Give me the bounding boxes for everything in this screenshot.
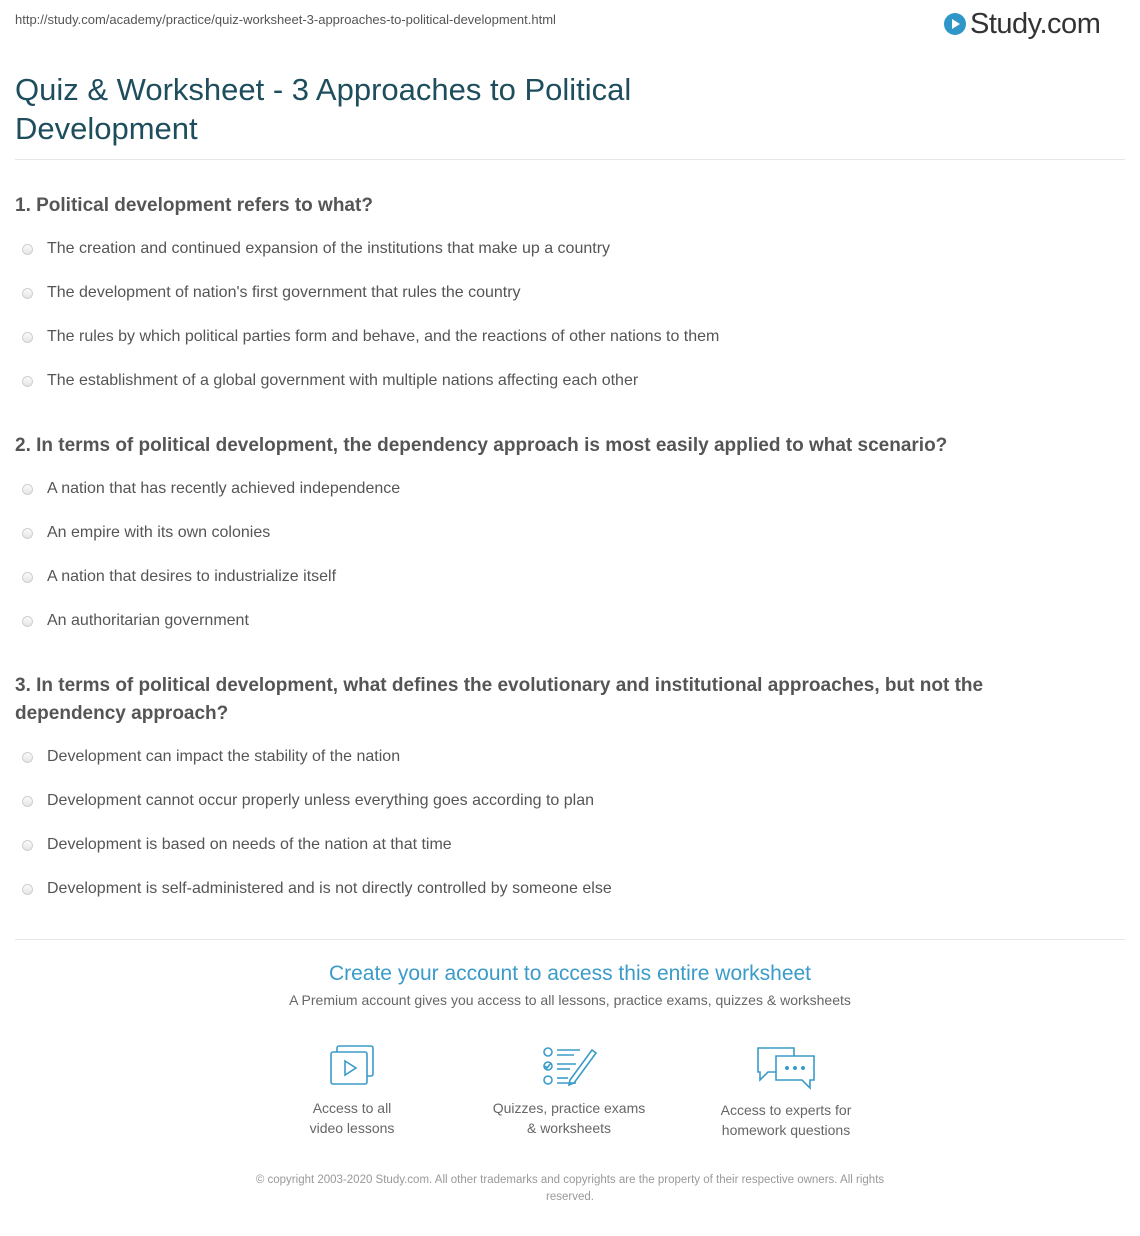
page-title-line2: Development	[15, 111, 198, 146]
page-url: http://study.com/academy/practice/quiz-worksheet-3-approaches-to-political-development.html	[15, 12, 556, 27]
radio-button[interactable]	[22, 244, 33, 255]
premium-description: A Premium account gives you access to all lessons, practice exams, quizzes & worksheets	[289, 992, 851, 1008]
feature-label-line1: Access to experts for	[720, 1102, 852, 1118]
answer-text: Development cannot occur properly unless everything goes according to plan	[47, 792, 594, 809]
answer-text: The development of nation's first government that rules the country	[47, 284, 521, 301]
page-title-line1: Quiz & Worksheet - 3 Approaches to Political	[15, 72, 632, 107]
question-1-answer-d[interactable]	[22, 371, 638, 391]
play-logo-icon	[944, 13, 966, 35]
question-2-answer-a[interactable]	[22, 479, 400, 499]
question-3-answer-d[interactable]	[22, 879, 612, 899]
question-3-title-line1: 3. In terms of political development, what defines the evolutionary and institutional approaches, but not the	[15, 675, 984, 696]
feature-label-line2: & worksheets	[526, 1120, 612, 1136]
feature-quizzes	[469, 1044, 669, 1138]
feature-label-line1: Quizzes, practice exams	[492, 1100, 646, 1116]
logo-text: Study.com	[970, 7, 1101, 40]
question-1-answer-b[interactable]	[22, 283, 521, 303]
radio-button[interactable]	[22, 332, 33, 343]
question-3-answer-a[interactable]	[22, 747, 400, 767]
question-3-title	[15, 672, 1115, 728]
question-1-answer-a[interactable]	[22, 239, 610, 259]
answer-text: Development can impact the stability of the nation	[47, 748, 401, 765]
radio-button[interactable]	[22, 752, 33, 763]
answer-text: A nation that has recently achieved independence	[47, 480, 401, 497]
radio-button[interactable]	[22, 528, 33, 539]
radio-button[interactable]	[22, 840, 33, 851]
answer-text: The rules by which political parties form and behave, and the reactions of other nations to them	[47, 328, 720, 345]
create-account-link[interactable]: Create your account to access this entire worksheet	[328, 962, 812, 985]
question-1-answer-c[interactable]	[22, 327, 719, 347]
question-1-title: 1. Political development refers to what?	[15, 195, 373, 216]
answer-text: Development is based on needs of the nation at that time	[47, 836, 452, 853]
question-3-answer-b[interactable]	[22, 791, 594, 811]
answer-text: An authoritarian government	[47, 612, 249, 629]
answer-text: An empire with its own colonies	[47, 524, 271, 541]
radio-button[interactable]	[22, 796, 33, 807]
radio-button[interactable]	[22, 288, 33, 299]
answer-text: The creation and continued expansion of the institutions that make up a country	[47, 240, 611, 257]
video-lessons-icon	[326, 1044, 378, 1088]
question-2-answer-b[interactable]	[22, 523, 270, 543]
question-3-answer-c[interactable]	[22, 835, 452, 855]
copyright-line2: reserved.	[546, 1191, 594, 1203]
radio-button[interactable]	[22, 376, 33, 387]
answer-text: Development is self-administered and is not directly controlled by someone else	[47, 880, 612, 897]
feature-label-line1: Access to all	[312, 1100, 392, 1116]
feature-label-line2: video lessons	[309, 1120, 395, 1136]
radio-button[interactable]	[22, 484, 33, 495]
question-2-answer-c[interactable]	[22, 567, 336, 587]
quiz-checklist-icon	[540, 1044, 598, 1088]
divider	[15, 939, 1125, 940]
question-2-answer-d[interactable]	[22, 611, 249, 631]
answer-text: A nation that desires to industrialize itself	[47, 568, 337, 585]
feature-label-line2: homework questions	[721, 1122, 851, 1138]
copyright-line1: © copyright 2003-2020 Study.com. All other trademarks and copyrights are the property of their respective owners. All rights	[255, 1174, 885, 1186]
question-2-title: 2. In terms of political development, the dependency approach is most easily applied to what scenario?	[15, 435, 948, 456]
divider	[15, 159, 1125, 160]
feature-video-lessons	[252, 1044, 452, 1138]
radio-button[interactable]	[22, 616, 33, 627]
radio-button[interactable]	[22, 884, 33, 895]
copyright-notice	[215, 1172, 925, 1206]
radio-button[interactable]	[22, 572, 33, 583]
page-title	[15, 70, 715, 148]
feature-experts	[686, 1044, 886, 1140]
answer-text: The establishment of a global government with multiple nations affecting each other	[47, 372, 639, 389]
chat-experts-icon	[754, 1044, 818, 1090]
study-logo[interactable]	[944, 8, 1100, 40]
question-3-title-line2: dependency approach?	[15, 703, 229, 724]
